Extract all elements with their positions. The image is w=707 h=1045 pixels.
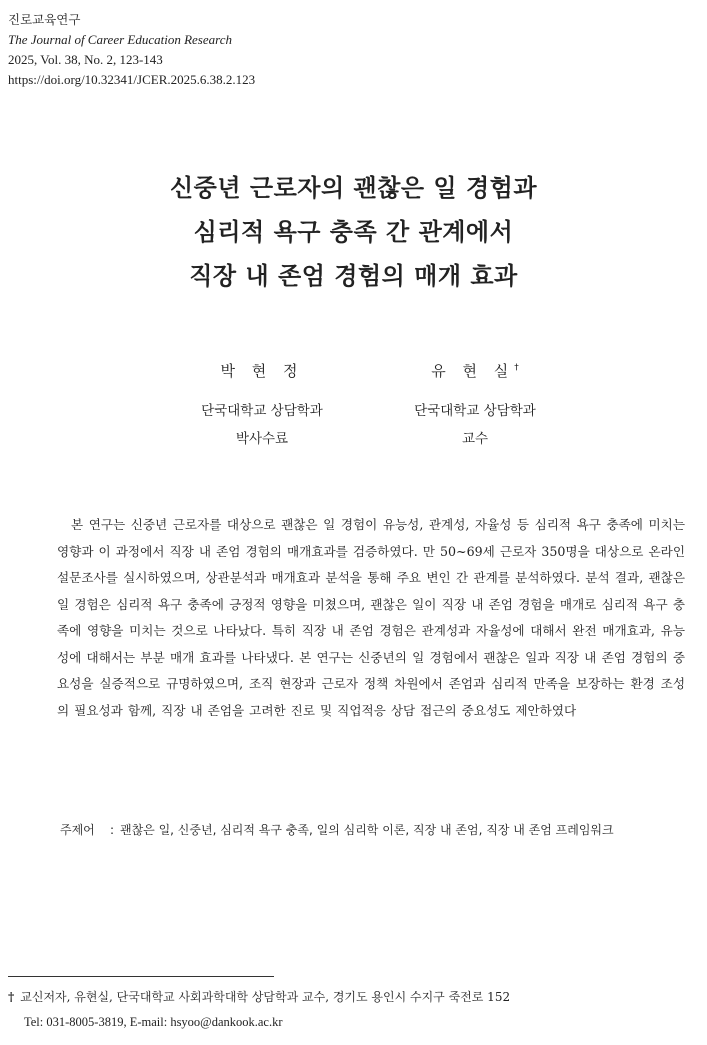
title-line-2: 심리적 욕구 충족 간 관계에서: [193, 218, 514, 246]
footnote-corresponding-author: 교신저자, 유현실, 단국대학교 사회과학대학 상담학과 교수, 경기도 용인시 수지구 죽전로 152: [20, 990, 511, 1004]
footnote-line-1: [8, 985, 698, 1010]
journal-title-korean: 진로교육연구: [8, 12, 81, 27]
author-1: [162, 356, 362, 453]
journal-header: [8, 10, 255, 90]
author-2-position: 교수: [461, 431, 489, 447]
doi-link[interactable]: https://doi.org/10.32341/JCER.2025.6.38.2.123: [8, 72, 256, 87]
footnote: [8, 985, 698, 1035]
footnote-contact: Tel: 031-8005-3819, E-mail: hsyoo@dankook.ac.kr: [24, 1015, 283, 1029]
footnote-dagger: †: [8, 990, 15, 1004]
volume-info: 2025, Vol. 38, No. 2, 123-143: [8, 52, 163, 67]
keywords-text: 괜찮은 일, 신중년, 심리적 욕구 충족, 일의 심리학 이론, 직장 내 존엄, 직장 내 존엄 프레임워크: [120, 823, 614, 837]
author-2-name: 유 현 실: [431, 362, 515, 380]
paper-title: [0, 166, 707, 298]
journal-title-english: The Journal of Career Education Research: [8, 32, 232, 47]
author-1-name: 박 현 정: [220, 362, 304, 380]
author-1-position: 박사수료: [235, 431, 289, 447]
corresponding-author-dagger: †: [514, 363, 519, 373]
keywords-colon: :: [110, 823, 115, 837]
footnote-divider: [8, 976, 274, 977]
author-1-affiliation: 단국대학교 상담학과: [201, 403, 323, 419]
author-2-affiliation: 단국대학교 상담학과: [414, 403, 536, 419]
title-line-3: 직장 내 존엄 경험의 매개 효과: [189, 262, 518, 290]
keywords-label: 주제어: [60, 823, 95, 837]
keywords: [60, 818, 690, 843]
author-2: [375, 356, 575, 453]
title-line-1: 신중년 근로자의 괜찮은 일 경험과: [170, 174, 537, 202]
abstract: 본 연구는 신중년 근로자를 대상으로 괜찮은 일 경험이 유능성, 관계성, 자율성 등 심리적 욕구 충족에 미치는 영향과 이 과정에서 직장 내 존엄 경험의 매개효과를 검증하였다. 만 50~69세 근로자 350명을 대상으로 온라인 설문조사를 실시하였으며, 상관분석과 매개효과 분석을 통해 주요 변인 간 관계를 분석하였다. 분석 결과, 괜찮은 일 경험은 심리적 욕구 충족에 긍정적 영향을 미쳤으며, 괜찮은 일이 직장 내 존엄 경험을 매개로 심리적 욕구 충족에 영향을 미치는 것으로 나타났다. 특히 직장 내 존엄 경험은 관계성과 자율성에 대해서 완전 매개효과, 유능성에 대해서는 부분 매개 효과를 나타냈다. 본 연구는 신중년의 일 경험에서 괜찮은 일과 직장 내 존엄 경험의 중요성을 실증적으로 규명하였으며, 조직 현장과 근로자 정책 차원에서 존엄과 심리적 만족을 보장하는 환경 조성의 필요성과 함께, 직장 내 존엄을 고려한 진로 및 직업적응 상담 접근의 중요성도 제안하였다: [57, 517, 685, 718]
